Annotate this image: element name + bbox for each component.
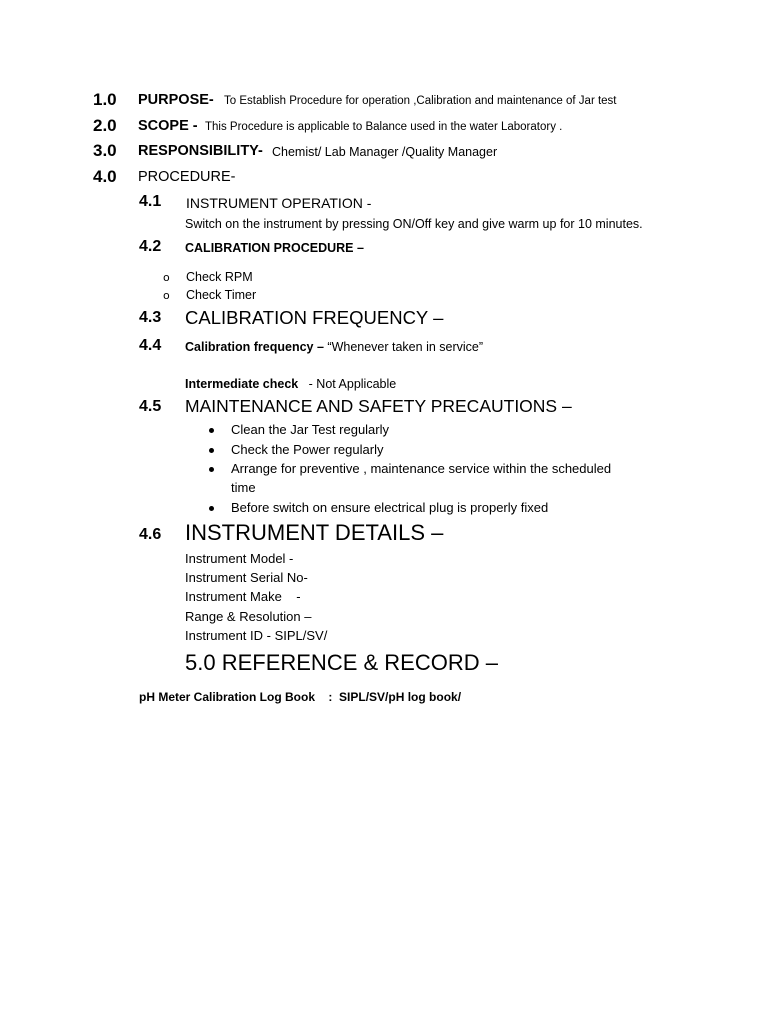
section-title-responsibility: RESPONSIBILITY- [138,143,263,159]
section-number: 2.0 [93,116,117,135]
bullet-dot-icon [209,506,214,511]
bullet-dot-icon [209,448,214,453]
bullet-dot-icon [209,428,214,433]
subsection-number: 4.2 [139,238,162,255]
subsection-number: 4.4 [139,337,162,354]
list-item: Check Timer [186,288,257,302]
bullet-dot-icon [209,467,214,472]
subsection-number: 4.1 [139,193,162,210]
subsection-number: 4.5 [139,398,162,415]
subsection-title-instrument-details: INSTRUMENT DETAILS – [185,520,444,545]
instrument-make-field: Instrument Make - [185,589,301,604]
list-item: Before switch on ensure electrical plug is properly fixed [231,500,549,515]
list-item: Check the Power regularly [231,442,384,457]
section-title-purpose: PURPOSE- [138,92,214,108]
section-number: 4.0 [93,167,117,186]
responsibility-text: Chemist/ Lab Manager /Quality Manager [272,145,498,159]
section-title-reference-record: 5.0 REFERENCE & RECORD – [185,650,498,675]
range-resolution-field: Range & Resolution – [185,609,312,624]
section-number: 3.0 [93,141,117,160]
calibration-frequency-label: Calibration frequency – [185,340,328,354]
reference-value: : SIPL/SV/pH log book/ [328,690,462,704]
subsection-title-calibration-frequency: CALIBRATION FREQUENCY – [185,307,444,328]
operation-text: Switch on the instrument by pressing ON/Off key and give warm up for 10 minutes. [185,217,643,231]
subsection-title-calibration-procedure: CALIBRATION PROCEDURE – [185,241,364,255]
list-item: Arrange for preventive , maintenance service within the scheduled [231,461,612,476]
list-item-continuation: time [231,480,256,495]
list-item: Clean the Jar Test regularly [231,422,390,437]
section-title-scope: SCOPE - [138,118,198,134]
intermediate-check-value: - Not Applicable [308,377,397,391]
reference-line [139,690,461,704]
reference-label: pH Meter Calibration Log Book [139,690,316,704]
subsection-title-instrument-operation: INSTRUMENT OPERATION - [186,195,372,211]
calibration-frequency-value: “Whenever taken in service” [327,340,484,354]
instrument-model-field: Instrument Model - [185,551,294,566]
purpose-text: To Establish Procedure for operation ,Calibration and maintenance of Jar test [224,95,617,107]
intermediate-check-label: Intermediate check [185,377,299,391]
section-number: 1.0 [93,90,117,109]
subsection-title-maintenance: MAINTENANCE AND SAFETY PRECAUTIONS – [185,396,572,416]
intermediate-check-line [185,377,396,391]
calibration-frequency-line [185,340,483,354]
bullet-circle-icon: o [163,271,170,284]
subsection-number: 4.6 [139,526,162,543]
instrument-serial-field: Instrument Serial No- [185,570,308,585]
bullet-circle-icon: o [163,289,170,302]
section-title-procedure: PROCEDURE- [138,169,236,185]
list-item: Check RPM [186,270,253,284]
instrument-id-field: Instrument ID - SIPL/SV/ [185,628,328,643]
subsection-number: 4.3 [139,309,162,326]
scope-text: This Procedure is applicable to Balance used in the water Laboratory . [205,121,563,133]
